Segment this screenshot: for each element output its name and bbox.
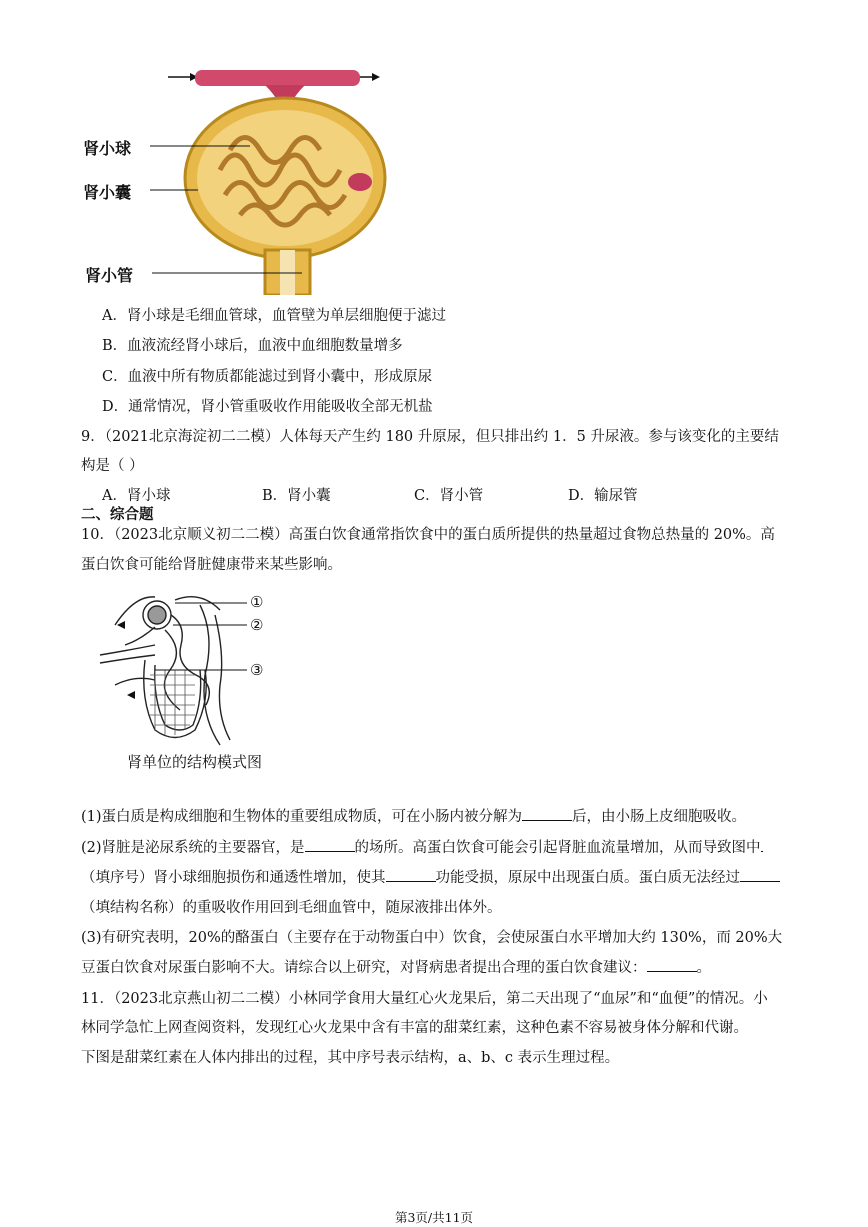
q8-option-c: C．血液中所有物质都能滤过到肾小囊中，形成原尿 <box>102 369 433 385</box>
q8-option-a: A．肾小球是毛细血管球，血管壁为单层细胞便于滤过 <box>102 308 446 324</box>
q10-sub2-line1 <box>81 836 763 857</box>
q9-option-a: A．肾小球 <box>102 488 171 504</box>
answer-blank[interactable] <box>647 957 697 972</box>
page-footer: 第3页/共11页 <box>394 1210 474 1225</box>
answer-blank[interactable] <box>522 806 572 821</box>
q10-stem-line1: 10．（2023北京顺义初二二模）高蛋白饮食通常指饮食中的蛋白质所提供的热量超过食物总热量的 20%。高 <box>81 527 775 543</box>
q9-stem-line2: 构是（ ） <box>81 458 144 474</box>
q8-option-b: B．血液流经肾小球后，血液中血细胞数量增多 <box>102 338 403 354</box>
section-title: 二、综合题 <box>81 506 154 523</box>
q10-stem-line2: 蛋白饮食可能给肾脏健康带来某些影响。 <box>81 557 342 573</box>
q10-sub2-b-post: 功能受损，原尿中出现蛋白质。蛋白质无法经过 <box>435 870 740 886</box>
q10-sub2-line3: （填结构名称）的重吸收作用回到毛细血管中，随尿液排出体外。 <box>81 900 502 916</box>
nephron-illustration <box>80 60 440 295</box>
q10-sub1-pre: (1)蛋白质是构成细胞和生物体的重要组成物质，可在小肠内被分解为 <box>81 809 523 825</box>
q10-sub1-post: 后，由小肠上皮细胞吸收。 <box>572 809 747 825</box>
q8-option-d: D．通常情况，肾小管重吸收作用能吸收全部无机盐 <box>102 399 433 415</box>
q10-sub2-a-pre: (2)肾脏是泌尿系统的主要器官，是 <box>81 840 305 856</box>
answer-blank[interactable] <box>386 867 436 882</box>
renal-tubule-label: 肾小管 <box>85 266 134 285</box>
q10-sub1 <box>81 805 746 826</box>
answer-blank[interactable] <box>305 837 355 852</box>
q10-sub3-line2 <box>81 956 711 977</box>
answer-blank[interactable] <box>740 867 780 882</box>
nephron-schematic-figure <box>95 585 285 775</box>
answer-blank[interactable] <box>761 837 763 852</box>
marker-1: ① <box>250 593 264 611</box>
q10-sub2-line2 <box>81 866 780 887</box>
q10-sub3-b-pre: 豆蛋白饮食对尿蛋白影响不大。请综合以上研究，对肾病患者提出合理的蛋白饮食建议： <box>81 960 647 976</box>
q10-sub3-line1: (3)有研究表明，20%的酪蛋白（主要存在于动物蛋白中）饮食，会使尿蛋白水平增加大约 130%，而 20%大 <box>81 930 783 946</box>
q10-sub3-b-post: 。 <box>696 960 711 976</box>
q11-stem-line2: 林同学急忙上网查阅资料，发现红心火龙果中含有丰富的甜菜红素，这种色素不容易被身体分解和代谢。 <box>81 1020 748 1036</box>
q11-stem-line3: 下图是甜菜红素在人体内排出的过程，其中序号表示结构，a、b、c 表示生理过程。 <box>81 1050 620 1066</box>
q10-sub2-b-pre: （填序号）肾小球细胞损伤和通透性增加，使其 <box>81 870 386 886</box>
q9-stem-line1: 9．（2021北京海淀初二二模）人体每天产生约 180 升原尿，但只排出约 1．5 升尿液。参与该变化的主要结 <box>81 429 779 445</box>
renal-capsule-label: 肾小囊 <box>83 183 132 202</box>
figure-caption: 肾单位的结构模式图 <box>127 753 263 771</box>
glomerulus-label: 肾小球 <box>83 139 132 158</box>
marker-2: ② <box>250 616 264 634</box>
q9-option-c: C．肾小管 <box>414 488 484 504</box>
q11-stem-line1: 11．（2023北京燕山初二二模）小林同学食用大量红心火龙果后，第二天出现了“血尿”和“血便”的情况。小 <box>81 991 768 1007</box>
q9-option-d: D．输尿管 <box>568 488 638 504</box>
q9-option-b: B．肾小囊 <box>262 488 331 504</box>
marker-3: ③ <box>250 661 264 679</box>
q10-sub2-a-post: 的场所。高蛋白饮食可能会引起肾脏血流量增加，从而导致图中 <box>354 840 761 856</box>
